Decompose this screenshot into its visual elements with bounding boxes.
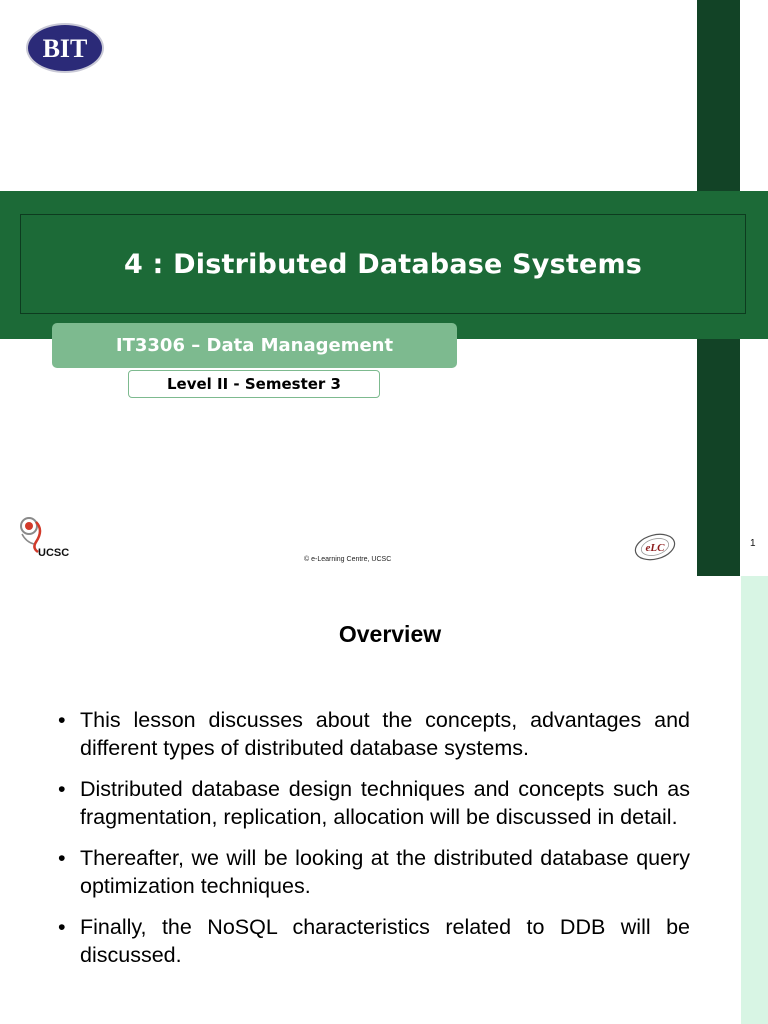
bullet-text: Thereafter, we will be looking at the distributed database query optimization techniques. (80, 846, 690, 898)
course-pill (52, 323, 457, 368)
elc-logo-text: eLC (645, 542, 665, 554)
bullet-text: This lesson discusses about the concepts, advantages and different types of distributed database systems. (80, 708, 690, 760)
ucsc-label: UCSC (38, 547, 70, 559)
level-text: Level II - Semester 3 (167, 375, 341, 393)
bullet-icon: • (58, 708, 66, 732)
course-name: IT3306 – Data Management (115, 335, 394, 356)
bullet-text: Distributed database design techniques and concepts such as fragmentation, replication, allocation will be discussed in detail. (80, 777, 690, 829)
overview-heading: Overview (338, 621, 442, 647)
list-item (58, 775, 690, 831)
bullet-icon: • (58, 777, 66, 801)
bit-logo-text: BIT (42, 34, 88, 63)
overview-slide (0, 576, 768, 1024)
bit-logo (25, 22, 105, 74)
slide-title: 4 : Distributed Database Systems (123, 248, 643, 280)
level-box (128, 370, 380, 398)
bullet-list (58, 706, 690, 982)
footer-copyright: © e-Learning Centre, UCSC (304, 556, 392, 563)
list-item (58, 913, 690, 969)
bullet-icon: • (58, 915, 66, 939)
title-box (20, 214, 746, 314)
elc-logo (632, 530, 678, 562)
list-item (58, 706, 690, 762)
bullet-icon: • (58, 846, 66, 870)
bullet-text: Finally, the NoSQL characteristics related to DDB will be discussed. (80, 915, 690, 967)
slide-number: 1 (750, 538, 756, 549)
list-item (58, 844, 690, 900)
